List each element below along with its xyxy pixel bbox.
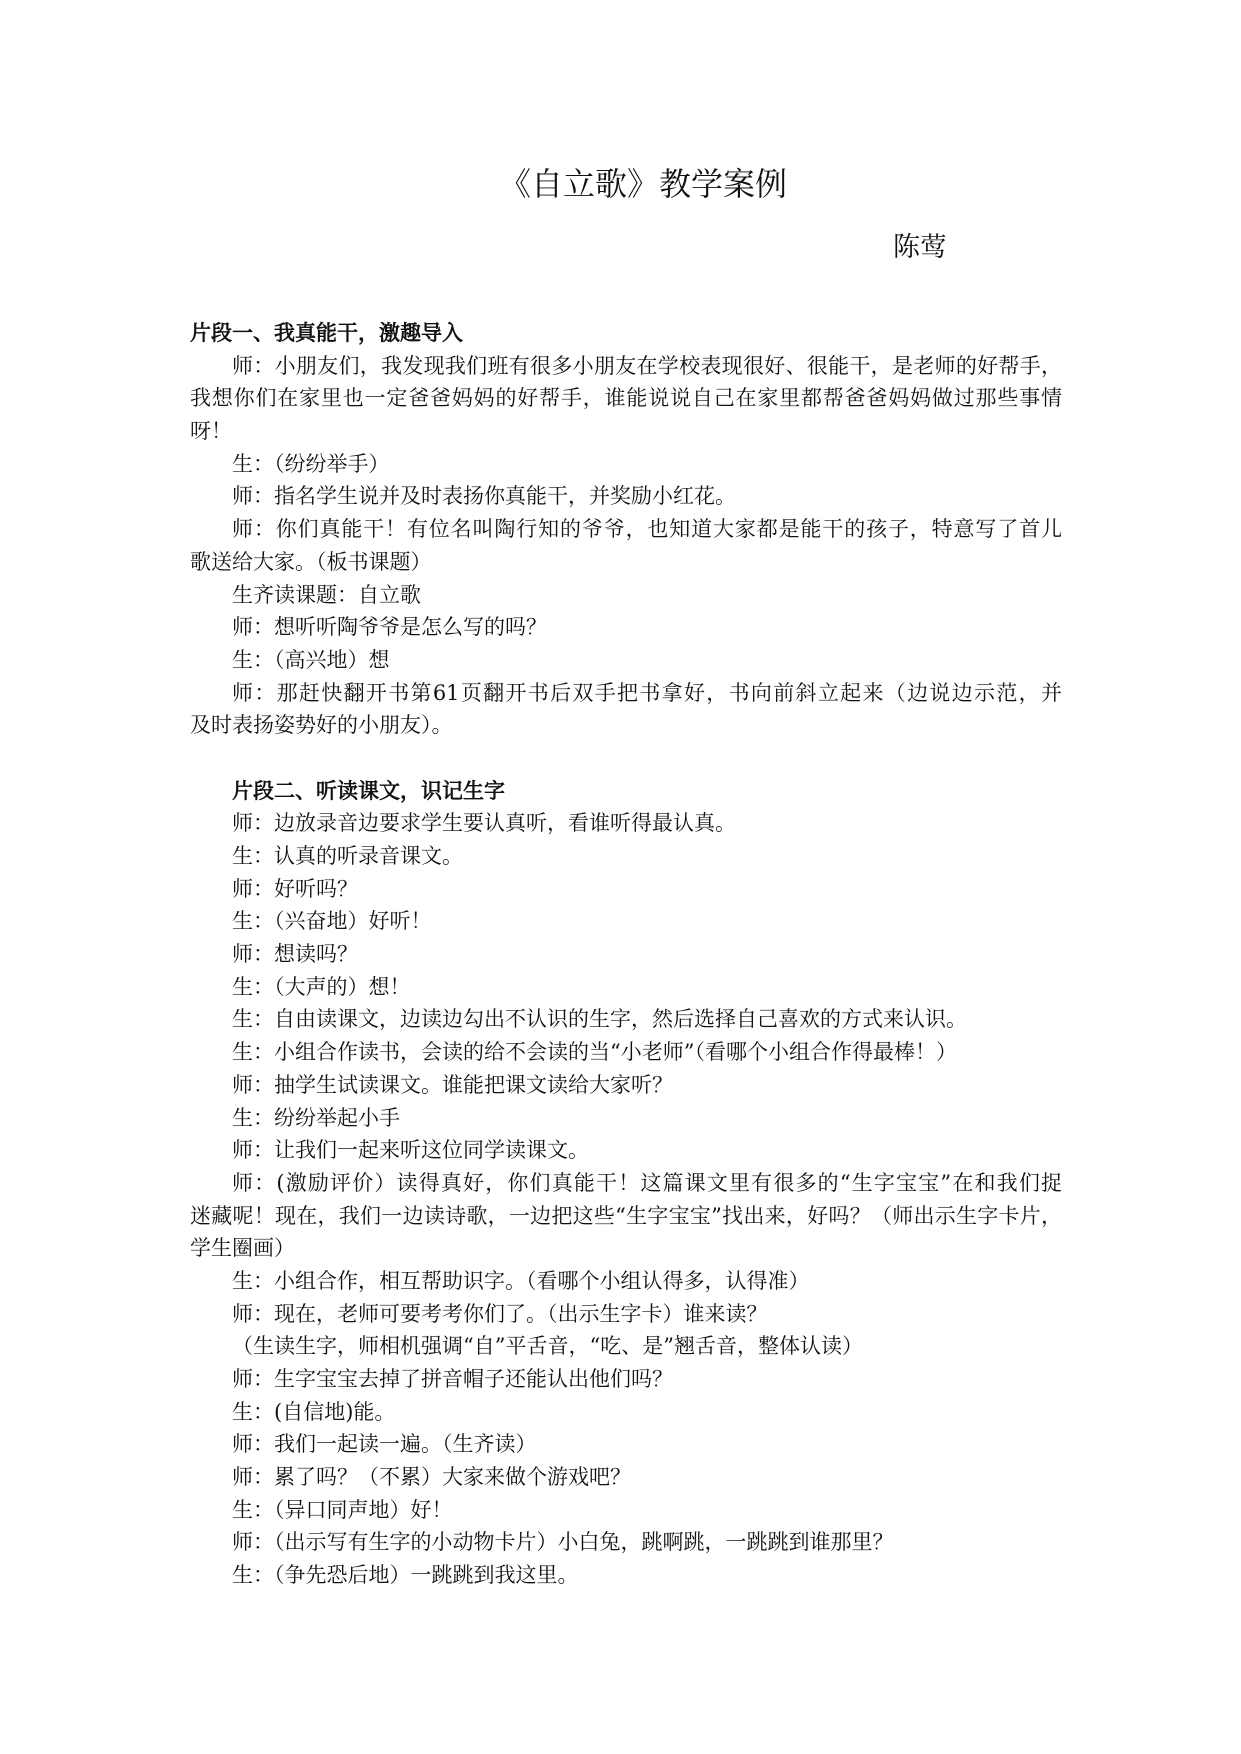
paragraph: [190, 350, 1062, 448]
paragraph: [190, 1494, 1062, 1527]
paragraph-line: 生：（纷纷举手）: [232, 451, 390, 476]
paragraph: [190, 1330, 1062, 1363]
author-name: 陈莺: [893, 232, 947, 263]
paragraph-line: 生：认真的听录音课文。: [232, 844, 463, 868]
paragraph-line: 生齐读课题：自立歌: [232, 582, 421, 607]
paragraph-line: 生：（异口同声地）好！: [232, 1497, 453, 1522]
paragraph: [190, 611, 1062, 644]
paragraph-line: 迷藏呢！现在，我们一边读诗歌，一边把这些“生字宝宝”找出来，好吗？（师出示生字卡片，: [190, 1203, 1062, 1228]
paragraph-line: 生：自由读课文，边读边勾出不认识的生字，然后选择自己喜欢的方式来认识。: [232, 1007, 967, 1032]
paragraph: [190, 1265, 1062, 1298]
paragraph-line: 生：（大声的）想！: [232, 974, 411, 999]
paragraph: [190, 840, 1062, 873]
paragraph: [190, 1167, 1062, 1265]
paragraph: [190, 644, 1062, 677]
paragraph-line: 及时表扬姿势好的小朋友）。: [190, 713, 453, 738]
paragraph: [190, 1134, 1062, 1167]
paragraph-line: 生：小组合作读书，会读的给不会读的当“小老师”（看哪个小组合作得最棒！）: [232, 1040, 957, 1065]
paragraph-line: 学生圈画）: [190, 1236, 295, 1261]
paragraph-line: 师：现在，老师可要考考你们了。（出示生字卡）谁来读？: [232, 1301, 768, 1326]
paragraph-line: 师：（出示写有生字的小动物卡片）小白兔，跳啊跳，一跳跳到谁那里？: [232, 1530, 894, 1555]
paragraph-line: 师：想读吗？: [232, 942, 358, 967]
paragraph-line: 生：（兴奋地）好听！: [232, 909, 432, 934]
paragraph-line: 生：纷纷举起小手: [232, 1105, 400, 1130]
document-title: 《自立歌》教学案例: [498, 165, 787, 203]
paragraph: [190, 1428, 1062, 1461]
paragraph: [190, 1036, 1062, 1069]
paragraph-line: 师：累了吗？（不累）大家来做个游戏吧？: [232, 1465, 631, 1490]
paragraph-line: 师：让我们一起来听这位同学读课文。: [232, 1138, 589, 1163]
paragraph-line: 生：小组合作，相互帮助识字。（看哪个小组认得多，认得准）: [232, 1268, 810, 1293]
section-1: [190, 317, 1062, 742]
paragraph: [190, 1559, 1062, 1592]
paragraph: [190, 1526, 1062, 1559]
paragraph: [190, 971, 1062, 1004]
document-body: [190, 317, 1062, 1592]
paragraph-line: 师：你们真能干！有位名叫陶行知的爷爷，也知道大家都是能干的孩子，特意写了首儿: [232, 517, 1062, 542]
section-heading: 片段二、听读课文，识记生字: [232, 778, 505, 803]
section-2: [190, 775, 1062, 1592]
paragraph-line: 师：生字宝宝去掉了拼音帽子还能认出他们吗？: [232, 1367, 673, 1391]
paragraph: [190, 480, 1062, 513]
paragraph: [190, 1069, 1062, 1102]
paragraph-line: 师：边放录音边要求学生要认真听，看谁听得最认真。: [232, 811, 736, 836]
paragraph: [190, 807, 1062, 840]
paragraph-line: 歌送给大家。（板书课题）: [190, 549, 432, 574]
paragraph-line: 师：抽学生试读课文。谁能把课文读给大家听？: [232, 1072, 673, 1097]
paragraph-line: 生：(自信地)能。: [232, 1399, 396, 1424]
paragraph-line: 师：(激励评价）读得真好，你们真能干！这篇课文里有很多的“生字宝宝”在和我们捉: [232, 1170, 1062, 1195]
section-gap: [190, 742, 1062, 775]
paragraph-line: 师：那赶快翻开书第61页翻开书后双手把书拿好，书向前斜立起来（边说边示范，并: [232, 680, 1062, 705]
paragraph-line: 师：小朋友们，我发现我们班有很多小朋友在学校表现很好、很能干，是老师的好帮手，: [232, 353, 1062, 378]
paragraph-line: 生：（争先恐后地）一跳跳到我这里。: [232, 1563, 579, 1588]
section-heading: 片段一、我真能干，激趣导入: [190, 321, 463, 345]
paragraph: [190, 1461, 1062, 1494]
paragraph-line: 师：好听吗？: [232, 876, 358, 901]
paragraph-line: （生读生字，师相机强调“自”平舌音，“吃、是”翘舌音，整体认读）: [232, 1334, 863, 1359]
paragraph: [190, 1363, 1062, 1396]
paragraph-line: 生：（高兴地）想: [232, 647, 390, 672]
paragraph: [190, 513, 1062, 578]
paragraph: [190, 873, 1062, 906]
paragraph: [190, 677, 1062, 742]
paragraph: [190, 1003, 1062, 1036]
paragraph: [190, 579, 1062, 612]
paragraph-line: 呀！: [190, 419, 232, 444]
paragraph-line: 我想你们在家里也一定爸爸妈妈的好帮手，谁能说说自己在家里都帮爸爸妈妈做过那些事情: [190, 386, 1062, 411]
paragraph: [190, 1298, 1062, 1331]
paragraph-line: 师：我们一起读一遍。（生齐读）: [232, 1432, 537, 1457]
paragraph: [190, 1396, 1062, 1429]
paragraph: [190, 938, 1062, 971]
paragraph: [190, 448, 1062, 481]
paragraph: [190, 905, 1062, 938]
paragraph-line: 师：指名学生说并及时表扬你真能干，并奖励小红花。: [232, 484, 736, 509]
paragraph: [190, 1102, 1062, 1135]
paragraph-line: 师：想听听陶爷爷是怎么写的吗？: [232, 615, 547, 640]
